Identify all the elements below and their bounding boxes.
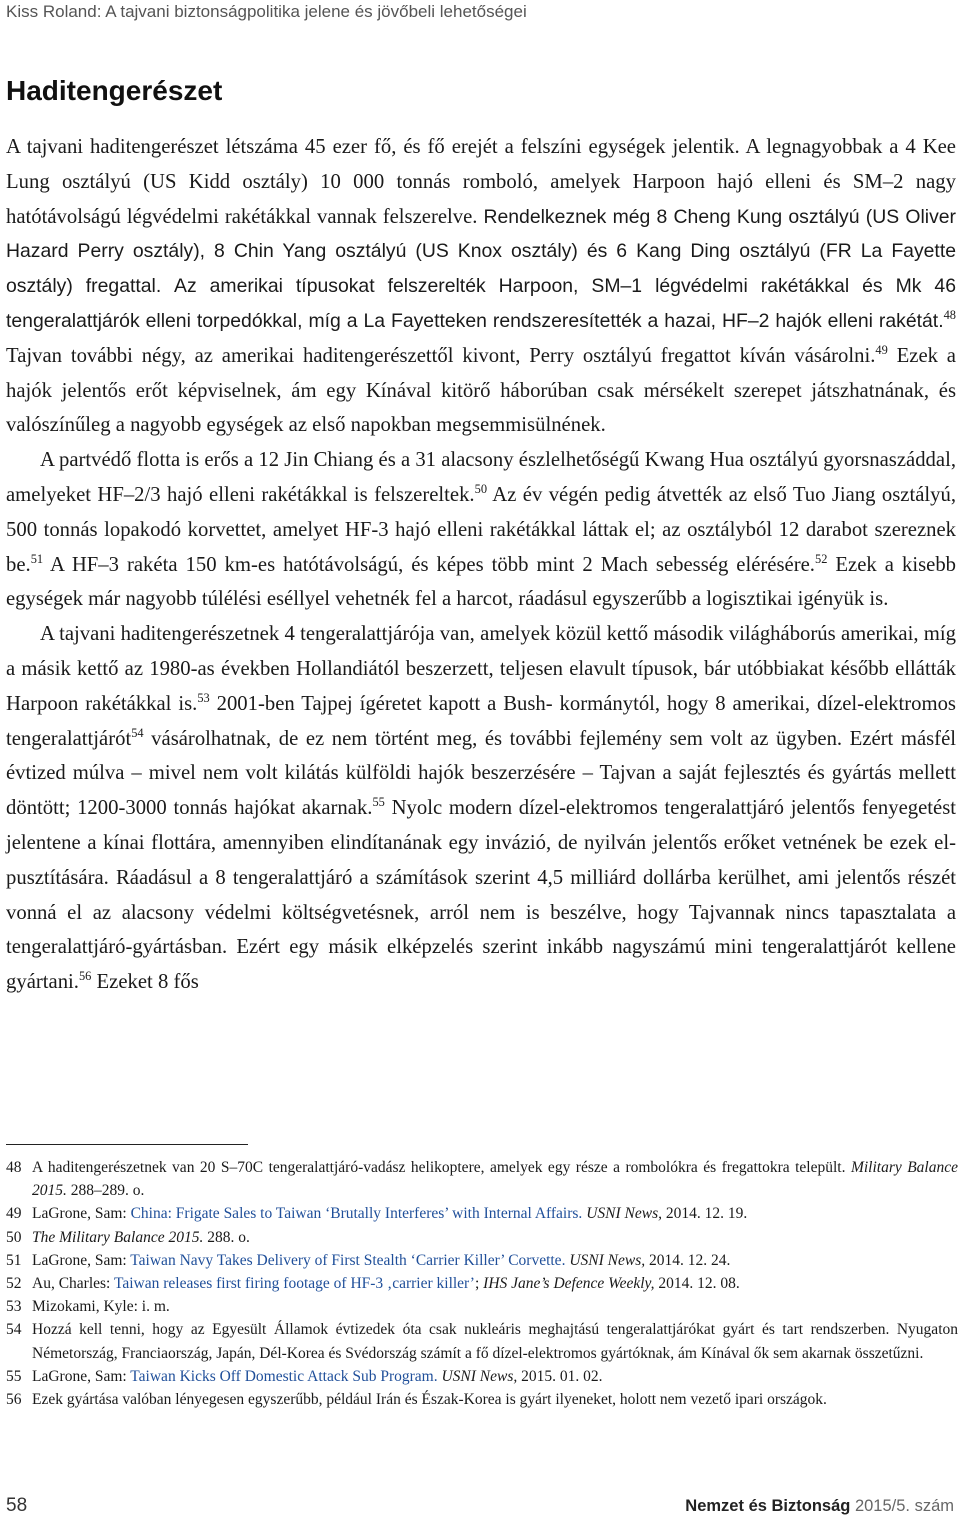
journal-footer xyxy=(685,1497,954,1516)
footnote-text-part: 2014. 12. 08. xyxy=(654,1275,740,1293)
footnote-text: Mizokami, Kyle: i. m. xyxy=(32,1298,170,1316)
paragraph-2-text-d: Ezek a kisebb egységek már nagyobb túlélési eséllyel vehetnék fel a harcot, ráadásul egyszerűbb a logisztikai igényük is. xyxy=(6,553,957,611)
footnote-51 xyxy=(6,1249,958,1272)
footnote-text xyxy=(32,1365,958,1388)
running-header: Kiss Roland: A tajvani biztonságpolitika jelene és jövőbeli lehetőségei xyxy=(6,2,527,21)
paragraph-2-text-b: Az év végén pedig átvették az első Tuo Jiang osztályú, 500 tonnás lopakodó korvettet, amelyet HF-3 hajó elleni rakétákkal láttak el; az osztályból 12 darabot szereznek be. xyxy=(6,483,956,576)
footnote-text-part: 2015. 01. 02. xyxy=(517,1367,603,1385)
footnote-number: 48 xyxy=(6,1159,22,1176)
footnote-link[interactable]: Taiwan releases first firing footage of HF-3 ‚carrier killer’ xyxy=(113,1275,475,1293)
footnote-divider xyxy=(6,1144,248,1145)
footnote-text-part: A haditengerészetnek van 20 S‒70C tengeralattjáró-vadász helikoptere, amelyek egy része a rombolókra és fregattokra települt. xyxy=(32,1159,851,1176)
footnote-number: 55 xyxy=(6,1367,22,1385)
paragraph-2-text-c: A HF‒3 rakéta 150 km-es hatótávolságú, és képes több mint 2 Mach sebesség elérésére. xyxy=(43,553,815,576)
footnote-ref-50[interactable]: 50 xyxy=(474,482,488,497)
footnote-50 xyxy=(6,1226,958,1249)
footnote-ref-49[interactable]: 49 xyxy=(875,342,888,357)
footnote-number: 49 xyxy=(6,1205,22,1223)
footnote-ref-54[interactable]: 54 xyxy=(131,725,144,740)
footnote-text xyxy=(32,1272,958,1295)
footnote-number: 50 xyxy=(6,1228,22,1246)
footnote-text xyxy=(32,1249,958,1272)
footnote-source-title: USNI News, xyxy=(441,1367,518,1385)
footnote-source-title: Military Balance 2015. xyxy=(32,1159,958,1200)
footnote-53 xyxy=(6,1295,958,1318)
footnote-text: Ezek gyártása valóban lényegesen egyszerűbb, például Irán és Észak-Korea is gyárt ilyeneket, holott nem vezető ipari országok. xyxy=(32,1391,827,1409)
footnote-text-part: LaGrone, Sam: xyxy=(32,1251,131,1269)
footnote-49 xyxy=(6,1202,958,1225)
paragraph-3 xyxy=(6,617,956,1000)
footnote-text-part: 288. o. xyxy=(203,1228,250,1246)
footnote-text-part: Au, Charles: xyxy=(32,1275,114,1293)
footnote-52 xyxy=(6,1272,958,1295)
paragraph-1 xyxy=(6,130,956,443)
footnote-text-part: LaGrone, Sam: xyxy=(32,1205,131,1223)
footnote-text: Hozzá kell tenni, hogy az Egyesült Államok évtizedek óta csak nukleáris meghajtású tengeralattjárókat gyárt és tart rendszerben. Nyugaton Németország, Franciaország, Japán, Dél-Korea és Svédország számít a fő dízel-elektromos gyártóknak, ám Kínával ők sem akarnak összetűzni. xyxy=(32,1321,958,1362)
footnote-number: 51 xyxy=(6,1251,22,1269)
paragraph-2-text-a: A partvédő flotta is erős a 12 Jin Chiang és a 31 alacsony észlelhetőségű Kwang Hua osztályú gyorsnaszáddal, amelyeket HF‒2/3 hajó elleni rakétákkal is felszereltek. xyxy=(6,449,956,506)
footnote-number: 54 xyxy=(6,1321,22,1339)
footnote-55 xyxy=(6,1365,958,1388)
article-body xyxy=(6,130,956,1000)
footnote-number: 53 xyxy=(6,1298,22,1316)
section-title: Haditengerészet xyxy=(6,75,223,106)
footnote-56 xyxy=(6,1388,958,1411)
footnote-text xyxy=(32,1156,958,1202)
footnotes xyxy=(6,1156,958,1411)
footnote-text-part: 2014. 12. 24. xyxy=(645,1251,731,1269)
footnote-link[interactable]: Taiwan Kicks Off Domestic Attack Sub Program. xyxy=(130,1367,438,1385)
journal-issue: 2015/5. szám xyxy=(854,1497,954,1515)
paragraph-2 xyxy=(6,443,956,617)
paragraph-1-text-e: Ezek a hajók jelentős erőt képviselnek, ám egy Kínával kitörő háborúban csak mérsékelt szerepet játszhatnának, és valószínűleg a nagyobb egységek az első napokban megsemmisülnének. xyxy=(6,344,956,437)
paragraph-1-text-b: Rendelkeznek még 8 Cheng Kung osztályú (US Oliver Hazard Perry osztály), 8 Chin Yang osztályú (US Knox osztály) és 6 Kang Ding osztályú (FR La Fayette osztály) fregattal. xyxy=(6,205,956,298)
footnote-text-part: 288‒289. o. xyxy=(66,1182,145,1200)
journal-name: Nemzet és Biztonság xyxy=(685,1497,851,1515)
footnote-48 xyxy=(6,1156,958,1202)
paragraph-3-text-a: A tajvani haditengerészetnek 4 tengeralattjárója van, amelyek közül kettő második világháborús amerikai, míg a másik kettő az 1980-as években Hollandiától beszerzett, teljesen elavult típusok, bár utóbbiakat később ellátták Harpoon rakétákkal is. xyxy=(6,623,956,715)
footnote-text xyxy=(32,1226,958,1249)
footnote-text-part: 2014. 12. 19. xyxy=(661,1205,748,1223)
footnote-source-title: USNI News, xyxy=(586,1205,662,1223)
footnote-text-part: LaGrone, Sam: xyxy=(32,1367,131,1385)
paragraph-1-text-a: A tajvani haditengerészet létszáma 45 ezer fő, és fő erejét a felszíni egységek jelentik. A legnagyobbak a 4 Kee Lung osztályú (US Kidd osztály) 10 000 tonnás romboló, amelyek Harpoon hajó elleni és SM‒2 nagy hatótávolságú légvédelmi rakétákkal vannak felszerelve. xyxy=(6,136,956,228)
paragraph-3-text-d: Nyolc modern dízel-elektromos tengeralattjáró jelentős fenyegetést jelentene a kínai flottára, amennyiben elindítanának egy invázió, de nyilván jelentős erőket vetnének be ezek elpusztítására. Ráadásul a 8 tengeralattjáró a számítások szerint 4,5 milliárd dollárba kerülhet, ami jelentős részét vonná el az alacsony védelmi költségvetésnek, arról nem is beszélve, hogy Tajvannak nincs tapasztalata a tengeralattjáró-gyártásban. Ezért egy másik elképzelés szerint inkább nagyszámú mini tengeralattjárót kellene gyártani. xyxy=(6,797,957,994)
footnote-source-title: IHS Jane’s Defence Weekly, xyxy=(483,1275,655,1293)
footnote-ref-51[interactable]: 51 xyxy=(30,551,44,566)
footnote-source-title: The Military Balance 2015. xyxy=(32,1228,204,1246)
paragraph-1-text-c: Az amerikai típusokat felszerelték Harpoon, SM‒1 légvédelmi rakétákkal és Mk 46 tengeralattjárók elleni torpedókkal, míg a La Fayetteken rendszeresítették a hazai, HF‒2 hajók elleni rakétát. xyxy=(6,275,956,332)
paragraph-3-text-c: vásárolhatnak, de ez nem történt meg, és további fejlemény sem volt az ügyben. Ezért másfél évtized múlva ‒ mivel nem volt kilátás külföldi hajók beszerzésére ‒ Tajvan a saját fejlesztés és gyártás mellett döntött; 1200-3000 tonnás hajókat akarnak. xyxy=(6,727,956,820)
footnote-ref-48[interactable]: 48 xyxy=(943,308,956,323)
paragraph-1-text-d: Tajvan további négy, az amerikai haditengerészettől kivont, Perry osztályú fregattot kíván vásárolni. xyxy=(6,344,876,367)
footnote-link[interactable]: China: Frigate Sales to Taiwan ‘Brutally Interferes’ with Internal Affairs. xyxy=(130,1205,583,1223)
footnote-source-title: USNI News, xyxy=(569,1251,646,1269)
footnote-ref-55[interactable]: 55 xyxy=(372,795,385,810)
page-number: 58 xyxy=(6,1495,28,1516)
footnote-ref-53[interactable]: 53 xyxy=(197,690,210,705)
paragraph-3-text-b: 2001-ben Tajpej ígéretet kapott a Bush- kormánytól, hogy 8 amerikai, dízel-elektromos tengeralattjárót xyxy=(6,692,956,750)
footnote-number: 56 xyxy=(6,1391,22,1409)
footnote-54 xyxy=(6,1318,958,1364)
footnote-ref-52[interactable]: 52 xyxy=(814,551,828,566)
footnote-text xyxy=(32,1202,958,1225)
footnote-ref-56[interactable]: 56 xyxy=(78,969,92,984)
paragraph-3-text-e: Ezeket 8 fős xyxy=(91,971,199,994)
footnote-number: 52 xyxy=(6,1275,22,1293)
footnote-text-part: ; xyxy=(474,1275,484,1293)
footnote-link[interactable]: Taiwan Navy Takes Delivery of First Stealth ‘Carrier Killer’ Corvette. xyxy=(130,1251,566,1269)
